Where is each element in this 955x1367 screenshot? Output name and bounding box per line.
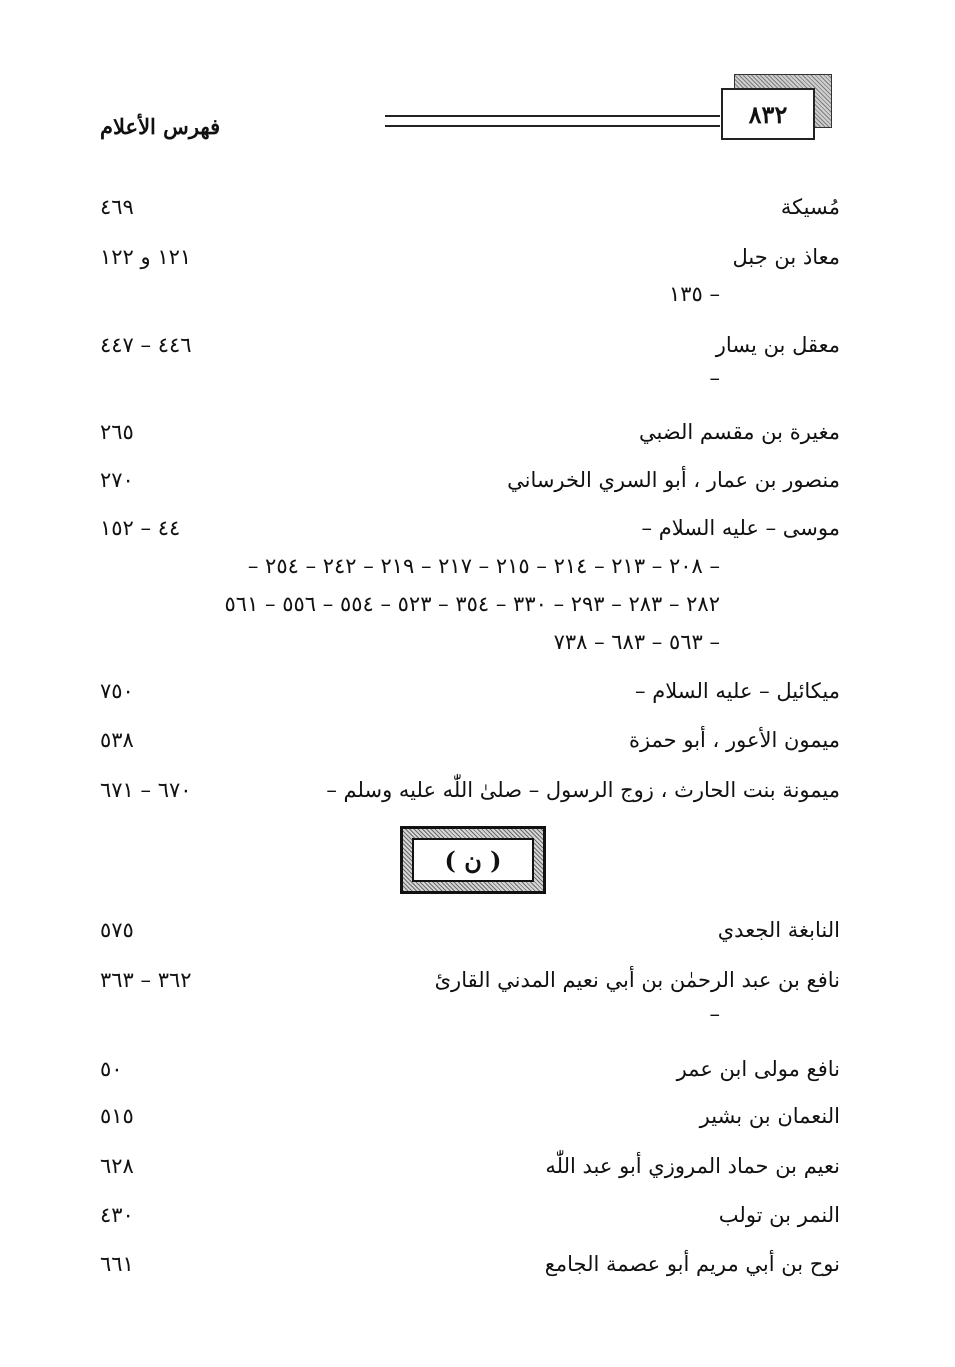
entry-pages: ٣٦٢ – ٣٦٣ (100, 968, 192, 992)
entry-continuation: – (709, 1002, 720, 1026)
entry-pages: ٥٠ (100, 1057, 123, 1081)
entry-name: منصور بن عمار ، أبو السري الخرساني (507, 468, 840, 492)
entry-name: النابغة الجعدي (717, 918, 840, 942)
index-entry (100, 1052, 840, 1086)
entry-name: معقل بن يسار (715, 333, 840, 357)
entry-continuation: – ٥٦٣ – ٦٨٣ – ٧٣٨ (553, 630, 720, 654)
section-title: فهرس الأعلام (100, 114, 221, 139)
entry-pages: ٦٦١ (100, 1252, 134, 1276)
letter-heading: ( ن ) (412, 838, 534, 882)
entry-pages: ٦٢٨ (100, 1154, 134, 1178)
entry-pages: ٤٣٠ (100, 1203, 134, 1227)
entry-name: موسى – عليه السلام – (641, 516, 840, 540)
index-entry (100, 674, 840, 708)
entry-pages: ٤٤٦ – ٤٤٧ (100, 333, 192, 357)
index-entry (100, 511, 840, 545)
index-entry (100, 190, 840, 224)
page-number: ٨٣٢ (721, 88, 815, 140)
index-entry (100, 1247, 840, 1281)
entry-name: النمر بن تولب (718, 1203, 840, 1227)
entry-pages: ٤٦٩ (100, 195, 134, 219)
entry-name: معاذ بن جبل (732, 245, 840, 269)
index-entry (100, 913, 840, 947)
entry-pages: ٥٣٨ (100, 728, 134, 752)
entry-pages: ٤٤ – ١٥٢ (100, 516, 181, 540)
index-entry (100, 1198, 840, 1232)
entry-continuation: – ١٣٥ (668, 282, 720, 306)
index-entry (100, 415, 840, 449)
entry-name: ميمون الأعور ، أبو حمزة (628, 728, 840, 752)
entry-name: نوح بن أبي مريم أبو عصمة الجامع (544, 1252, 840, 1276)
index-entry (100, 773, 840, 807)
entry-name: مغيرة بن مقسم الضبي (638, 420, 840, 444)
entry-pages: ٢٧٠ (100, 468, 134, 492)
entry-pages: ٧٥٠ (100, 679, 134, 703)
entry-name: مُسيكة (780, 195, 840, 219)
entry-name: ميمونة بنت الحارث ، زوج الرسول – صلىٰ اللّٰه عليه وسلم – (326, 778, 840, 802)
entry-name: نعيم بن حماد المروزي أبو عبد اللّٰه (545, 1154, 840, 1178)
entry-pages: ٥١٥ (100, 1104, 134, 1128)
entry-pages: ٥٧٥ (100, 918, 134, 942)
entry-continuation: – ٢٠٨ – ٢١٣ – ٢١٤ – ٢١٥ – ٢١٧ – ٢١٩ – ٢٤٢ – ٢٥٤ – (247, 554, 720, 578)
index-entry (100, 463, 840, 497)
entry-name: النعمان بن بشير (699, 1104, 840, 1128)
index-entry (100, 963, 840, 997)
index-entry (100, 328, 840, 362)
index-entry (100, 240, 840, 274)
index-entry (100, 723, 840, 757)
entry-name: نافع مولى ابن عمر (676, 1057, 840, 1081)
entry-pages: ١٢١ و ١٢٢ (100, 245, 192, 269)
entry-continuation: – (709, 366, 720, 390)
entry-name: نافع بن عبد الرحمٰن بن أبي نعيم المدني القارئ (434, 968, 840, 992)
header-rule (385, 115, 720, 127)
entry-name: ميكائيل – عليه السلام – (635, 679, 840, 703)
entry-continuation: ٢٨٢ – ٢٨٣ – ٢٩٣ – ٣٣٠ – ٣٥٤ – ٥٢٣ – ٥٥٤ – ٥٥٦ – ٥٦١ (224, 592, 720, 616)
index-entry (100, 1099, 840, 1133)
entry-pages: ٢٦٥ (100, 420, 134, 444)
index-entry (100, 1149, 840, 1183)
entry-pages: ٦٧٠ – ٦٧١ (100, 778, 192, 802)
letter-heading-frame (400, 826, 546, 894)
